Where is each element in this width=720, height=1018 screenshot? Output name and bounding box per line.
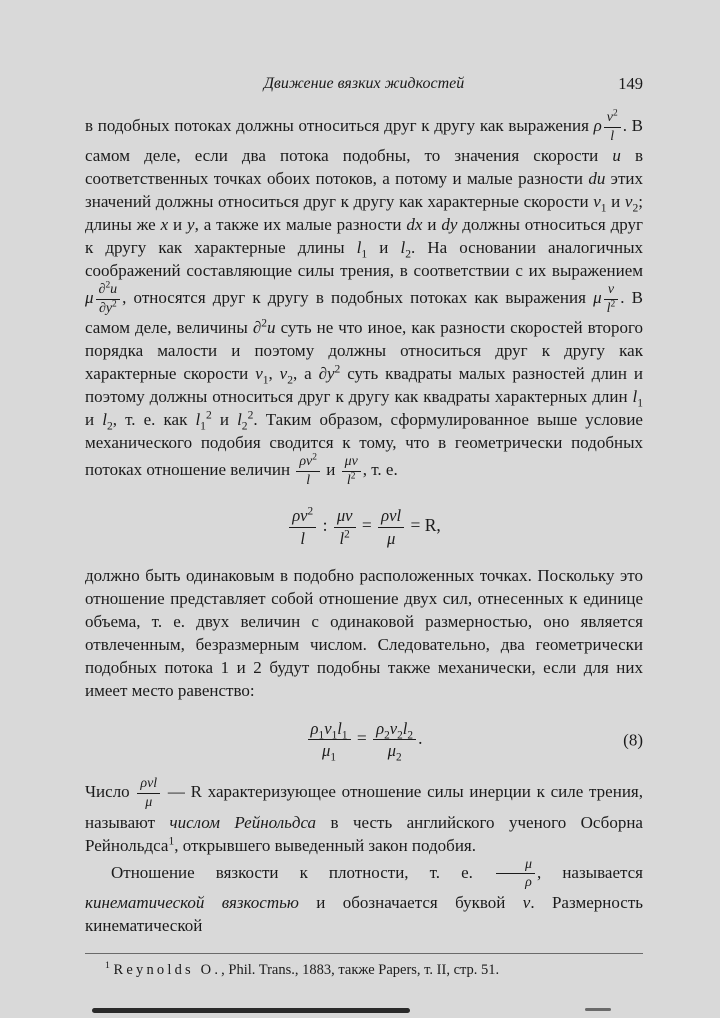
italic-run: v bbox=[279, 364, 288, 384]
footnote-text: $^1$ Reynolds O., Phil. Trans., 1883, также Papers, т. II, стр. 51. bbox=[105, 960, 500, 978]
italic-run: ∂ bbox=[98, 282, 106, 298]
inline-fraction bbox=[604, 110, 621, 144]
italic-run: l bbox=[610, 128, 615, 144]
fraction-denominator bbox=[96, 300, 121, 317]
italic-run: l bbox=[356, 238, 362, 258]
italic-run: l bbox=[102, 410, 107, 430]
italic-run: l bbox=[402, 718, 408, 738]
italic-run: v bbox=[606, 110, 613, 125]
subscript: 1 bbox=[341, 728, 348, 741]
fraction-numerator bbox=[296, 454, 320, 472]
fraction-denominator bbox=[334, 528, 356, 549]
italic-run: du bbox=[588, 169, 606, 189]
subscript: 1 bbox=[200, 419, 206, 433]
italic-run: v bbox=[389, 718, 398, 738]
fraction-numerator bbox=[308, 719, 351, 741]
superscript: 2 bbox=[105, 280, 111, 291]
fraction-denominator bbox=[378, 528, 404, 549]
fraction-denominator bbox=[373, 740, 416, 764]
italic-run: числом Рейнольдса bbox=[169, 812, 317, 832]
italic-run: v bbox=[607, 282, 615, 298]
superscript: 2 bbox=[344, 528, 350, 541]
italic-run: y bbox=[187, 215, 195, 235]
inline-fraction bbox=[96, 282, 121, 316]
superscript: 2 bbox=[247, 408, 254, 422]
subscript: 1 bbox=[318, 728, 325, 741]
superscript: 2 bbox=[612, 108, 618, 119]
inline-fraction bbox=[137, 776, 160, 810]
superscript: 2 bbox=[205, 408, 212, 422]
superscript: 1 bbox=[168, 833, 175, 847]
paragraph: должно быть одинаковым в подобно расположенных точках. Поскольку это отношение представляет собой отношение двух сил, отнесенных к единице объема, т. е. двух величин с одинаковой размерностью, оно является отвлеченным, безразмерным числом. Следовательно, два геометрически подобных потока 1 и 2 будут подобны также механически, если для них имеет место равенство: bbox=[85, 565, 643, 700]
subscript: 2 bbox=[287, 373, 293, 387]
italic-run: ρ bbox=[525, 875, 532, 891]
fraction-numerator bbox=[137, 776, 160, 794]
superscript: 2 bbox=[350, 471, 356, 482]
italic-run: ρ bbox=[376, 718, 385, 738]
inline-fraction bbox=[342, 454, 361, 488]
italic-run: l bbox=[632, 387, 638, 407]
italic-run: u bbox=[267, 318, 276, 338]
italic-run: μ bbox=[387, 741, 396, 761]
subscript: 1 bbox=[331, 728, 338, 741]
scan-artifact-bottom bbox=[92, 1008, 410, 1013]
fraction-numerator bbox=[373, 719, 416, 741]
italic-run: μv bbox=[336, 505, 353, 525]
italic-run: l bbox=[306, 473, 311, 489]
inline-fraction bbox=[496, 857, 535, 891]
superscript: 2 bbox=[261, 316, 268, 330]
italic-run: μv bbox=[344, 454, 358, 470]
fraction-numerator bbox=[334, 506, 356, 528]
footnote bbox=[85, 953, 643, 980]
subscript: 2 bbox=[106, 419, 113, 433]
subscript: 2 bbox=[405, 247, 411, 261]
equation-body: $\frac{\rho_1v_1l_1}{\mu_1}$ = $\frac{\rho_2v_2l_2}{\mu_2}$ . bbox=[306, 728, 423, 748]
italic-run: v bbox=[255, 364, 263, 384]
subscript: 2 bbox=[395, 751, 402, 764]
italic-run: μ bbox=[322, 741, 331, 761]
equation-body: $\frac{\rho v^2}{l}$ : $\frac{\mu v}{l^2}$ = $\frac{\text{ρvl}}{\mu}$ = R, bbox=[287, 515, 441, 535]
italic-run: l bbox=[300, 528, 305, 548]
italic-run: кинематической вязкостью bbox=[85, 892, 299, 912]
italic-run: ρ bbox=[593, 116, 602, 136]
inline-fraction bbox=[373, 719, 416, 762]
fraction-numerator bbox=[378, 506, 404, 528]
equation-number: (8) bbox=[623, 730, 643, 750]
subscript: 1 bbox=[600, 201, 607, 215]
italic-run: dx bbox=[406, 215, 423, 235]
italic-run: ∂ bbox=[252, 318, 262, 338]
italic-run: l bbox=[400, 238, 406, 258]
fraction-numerator bbox=[496, 857, 535, 875]
italic-run: μ bbox=[593, 288, 602, 308]
italic-run: l bbox=[606, 300, 611, 316]
italic-run: x bbox=[160, 215, 169, 235]
inline-fraction bbox=[296, 454, 320, 488]
subscript: 1 bbox=[637, 396, 643, 410]
italic-run: μ bbox=[145, 795, 153, 811]
scan-artifact-dot bbox=[585, 1008, 611, 1011]
subscript: 2 bbox=[384, 728, 390, 741]
inline-fraction bbox=[378, 506, 404, 549]
italic-run: ρv bbox=[299, 454, 313, 470]
italic-run: u bbox=[110, 282, 118, 298]
superscript: 2 bbox=[307, 505, 314, 518]
subscript: 2 bbox=[397, 728, 403, 741]
superscript: 2 bbox=[610, 299, 616, 310]
display-equation bbox=[85, 506, 643, 549]
fraction-numerator bbox=[289, 506, 316, 528]
italic-run: ∂y bbox=[98, 300, 113, 316]
running-title: Движение вязких жидкостей bbox=[263, 75, 465, 92]
running-header bbox=[85, 74, 643, 94]
fraction-numerator bbox=[96, 282, 121, 300]
italic-run: v bbox=[324, 718, 332, 738]
italic-run: ρvl bbox=[140, 776, 158, 792]
display-equation bbox=[85, 719, 643, 762]
italic-run: ν bbox=[522, 892, 531, 912]
italic-run: l bbox=[237, 410, 242, 430]
superscript: 1 bbox=[105, 960, 110, 972]
inline-fraction bbox=[604, 282, 619, 316]
fraction-denominator bbox=[604, 128, 621, 145]
fraction-numerator bbox=[604, 110, 621, 128]
page-body bbox=[85, 110, 643, 937]
subscript: 1 bbox=[330, 751, 337, 764]
superscript: 2 bbox=[334, 362, 341, 376]
italic-run: l bbox=[337, 718, 342, 738]
inline-fraction bbox=[289, 506, 316, 549]
italic-run: v bbox=[593, 192, 601, 212]
fraction-denominator bbox=[296, 472, 320, 489]
superscript: 2 bbox=[112, 299, 117, 310]
superscript: 2 bbox=[312, 452, 317, 463]
subscript: 1 bbox=[361, 247, 368, 261]
italic-run: μ bbox=[85, 288, 94, 308]
inline-fraction bbox=[334, 506, 356, 549]
fraction-denominator bbox=[342, 472, 361, 489]
italic-run: l bbox=[339, 528, 345, 548]
italic-run: μ bbox=[524, 856, 532, 872]
page-content bbox=[85, 74, 643, 980]
italic-run: ρv bbox=[292, 505, 308, 525]
italic-run: μ bbox=[386, 528, 396, 548]
paragraph: Отношение вязкости к плотности, т. е. $\frac{\mu}{\rho}$ , называется кинематической вязкостью и обозначается буквой ν. Размерность кинематической bbox=[85, 856, 643, 935]
italic-run: ∂y bbox=[318, 364, 335, 384]
italic-run: u bbox=[612, 146, 621, 166]
fraction-denominator bbox=[137, 794, 160, 811]
fraction-denominator bbox=[289, 528, 316, 549]
subscript: 1 bbox=[262, 373, 269, 387]
paragraph: в подобных потоках должны относиться друг к другу как выражения ρ $\frac{v^2}{l}$ . В самом деле, если два потока подобны, то значения скорости u в соответственных точках обоих потоков, а потому и малые разности du этих значений должны относиться друг к другу как характерные скорости $v_1$ и $v_2$; длины же x и y, а также их малые разности dx и dy должны относиться друг к другу как характерные длины $l_1$ и $l_2$. На основании аналогичных соображений составляющие силы трения, в соответствии с их выражением μ $\frac{\partial^2u}{\partial y^2}$ , относятся друг к другу в подобных потоках как выражения μ $\frac{v}{l^2}$ . В самом деле, величины ∂$^2$u суть не что иное, как разности скоростей второго порядка малости и поэтому должны относиться друг к другу как характерные скорости $v_1$, $v_2$, а $\partial y^2$ суть квадраты малых разностей длин и поэтому должны относиться друг к другу как квадраты характерных длин $l_1$ и $l_2$, т. е. как $l_1^2$ и $l_2^2$. Таким образом, сформулированное выше условие механического подобия сводится к тому, что в геометрически подобных потоках отношение величин $\frac{\rho v^2}{l}$ и $\frac{\mu v}{l^2}$ , т. е. bbox=[85, 108, 644, 489]
subscript: 2 bbox=[241, 419, 248, 433]
letterspaced-run: Reynolds O. bbox=[113, 961, 222, 978]
italic-run: ρ bbox=[310, 718, 319, 738]
italic-run: v bbox=[624, 192, 633, 212]
inline-fraction bbox=[308, 719, 351, 762]
italic-run: ρvl bbox=[381, 505, 402, 525]
fraction-denominator bbox=[496, 874, 535, 891]
page-number: 149 bbox=[618, 74, 643, 93]
fraction-denominator bbox=[308, 740, 351, 764]
italic-run: l bbox=[346, 473, 351, 489]
paragraph: Число $\frac{\text{ρvl}}{\mu}$ — R характеризующее отношение силы инерции к силе трения, называют числом Рейнольдса в честь английского ученого Осборна Рейнольдса$^1$, открывшего выведенный закон подобия. bbox=[85, 776, 643, 855]
fraction-denominator bbox=[604, 300, 619, 317]
italic-run: dy bbox=[441, 215, 458, 235]
subscript: 2 bbox=[407, 728, 414, 741]
subscript: 2 bbox=[632, 201, 639, 215]
fraction-numerator bbox=[342, 454, 361, 472]
fraction-numerator bbox=[604, 282, 619, 300]
italic-run: l bbox=[195, 410, 201, 430]
